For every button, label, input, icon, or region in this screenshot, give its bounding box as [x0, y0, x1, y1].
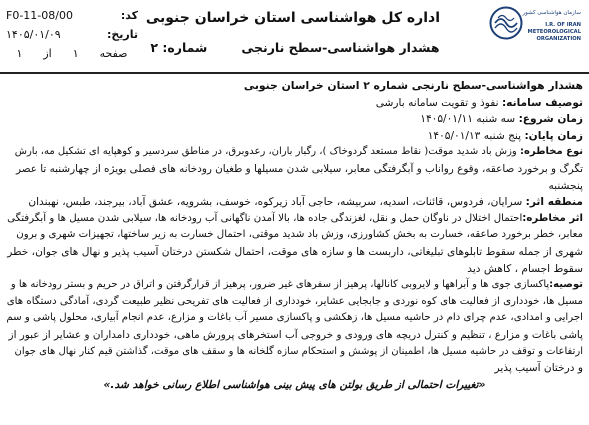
impact-label: اثر مخاطره: [522, 212, 583, 224]
date-label: تاریخ: [106, 28, 138, 41]
advice-line-1: پاکسازی جوی ها و آبراهها و لایروبی کانالها، پرهیز از سفرهای غیر ضرور، پرهیز از قرارگرفتن و اتراق در حریم و بستر رودخانه ها و [10, 279, 550, 291]
advice-line-6: و درختان آسیب پذیر [494, 362, 583, 375]
advice-label: توصیه: [549, 279, 583, 291]
meta-date-row [6, 25, 138, 44]
code-value: F0-11-08/00 [6, 9, 73, 22]
area-label: منطقه اثر: [525, 196, 583, 209]
document-meta [6, 6, 138, 63]
impact-line-3: شهری از جمله سقوط تابلوهای تبلیغاتی، داربست ها و سازه های موقت، احتمال شکستن درختان آسیب پذیر و نهال های جوان، خطر [7, 245, 583, 258]
bulletin-header [0, 0, 589, 72]
impact-line-4: سقوط اجسام ، کاهش دید [467, 262, 583, 275]
area-value: سرایان، فردوس، قائنات، اسدیه، سربیشه، حاجی آباد زیرکوه، خوسف، بشرویه، عشق آباد، بیرجند، طبس، نهبندان [28, 196, 523, 209]
affected-area [6, 194, 583, 211]
start-label: زمان شروع: [518, 113, 583, 126]
hazard-type [6, 144, 583, 161]
end-time [6, 128, 583, 145]
date-value: ۱۴۰۵/۰۱/۰۹ [6, 28, 61, 41]
logo-emblem-icon [489, 6, 523, 40]
bulletin-title [150, 40, 440, 55]
code-label: کد: [120, 9, 138, 22]
bulletin-type-title: هشدار هواشناسی-سطح نارنجی [241, 40, 440, 55]
logo-persian-text: سازمان هواشناسی کشور [522, 10, 581, 16]
bulletin-body [6, 78, 583, 393]
advice-line-4: پاشی باغات و مزارع ، تنظیم و کنترل دریچه های ورودی و خروجی آب استخرهای پرورش ماهی، خودداری دامداران و عشایر از عبور از [8, 328, 583, 341]
system-label: توصیف سامانه: [501, 96, 583, 109]
end-day: پنج شنبه [483, 129, 522, 142]
advice-line-5: ارتفاعات و توقف در حاشیه مسیل ها، اطمینان از پوشش و استحکام سازه گلخانه ها و سقف های موقت، گذاشتن قیم کنار نهال های جوان [14, 345, 583, 357]
impact-line-2: معابر، خطر برخورد صاعقه، خسارت به بخش کشاورزی، وزش باد شدید موقتی، احتمال خسارت به زیر ساختها، تجهیزات شهری و برون [16, 229, 583, 241]
advice-line-3: اجرایی و امدادی، عدم چرای دام در حاشیه مسیل ها، زهکشی و پاکسازی مسیر آب باغات و مزارع، عدم انجام آبیاری، محلول پاشی و سم [6, 312, 583, 324]
page-number: ۱ [72, 47, 79, 60]
impact-line-1: احتمال اختلال در ناوگان حمل و نقل، لغزندگی جاده ها، بالا آمدن ناگهانی آب رودخانه ها، سیلابی شدن مسیل ها و آبگرفتگی [7, 212, 523, 224]
hazard-line-1: وزش باد شدید موقت( نقاط مستعد گردوخاک )، رگبار باران، رعدوبرق، در مناطق سردسیر و کوهپایه ای تشکیل مه، بارش [14, 146, 517, 158]
system-description [6, 95, 583, 112]
organization-title: اداره کل هواشناسی استان خراسان جنوبی [145, 10, 440, 26]
end-date: ۱۴۰۵/۰۱/۱۳ [427, 129, 481, 142]
footer-note: «تغییرات احتمالی از طریق بولتن های پیش بینی هواشناسی اطلاع رسانی خواهد شد.» [103, 378, 486, 391]
bulletin-number: شماره: ۲ [150, 40, 208, 55]
page-total: ۱ [16, 47, 23, 60]
meteorological-organization-logo [487, 4, 585, 66]
hazard-line-3: پنجشنبه [548, 179, 583, 192]
start-day: سه شنبه [476, 113, 516, 126]
advice-line-2: مسیل ها، خودداری از فعالیت های کوه نوردی و جابجایی عشایر، خودداری از فعالیت های تفریحی نظیر طبیعت گردی، آمادگی دستگاه های [6, 295, 583, 307]
logo-english-line-3: ORGANIZATION [536, 36, 581, 42]
start-date: ۱۴۰۵/۰۱/۱۱ [420, 113, 473, 126]
header-divider [0, 72, 589, 74]
meta-page-row [6, 44, 138, 63]
hazard-line-2: تگرگ و برخورد صاعقه، وقوع رواناب و آبگرفتگی معابر، سیلابی شدن مسیلها و طغیان رودخانه های فصلی بویژه از چهارشنبه تا عصر [15, 162, 583, 175]
recommendation [6, 277, 583, 294]
system-value: نفوذ و تقویت سامانه بارشی [375, 96, 499, 109]
start-time [6, 111, 583, 128]
bulletin-heading: هشدار هواشناسی-سطح نارنجی شماره ۲ استان خراسان جنوبی [243, 79, 583, 92]
hazard-impact [6, 211, 583, 228]
end-label: زمان پایان: [524, 129, 583, 142]
logo-english-line-2: METEOROLOGICAL [527, 29, 581, 35]
hazard-label: نوع مخاطره: [519, 146, 583, 158]
meta-code-row [6, 6, 138, 25]
page-label: صفحه [99, 47, 128, 60]
logo-english-line-1: I.R. OF IRAN [545, 22, 581, 28]
page-of-label: از [43, 47, 52, 60]
